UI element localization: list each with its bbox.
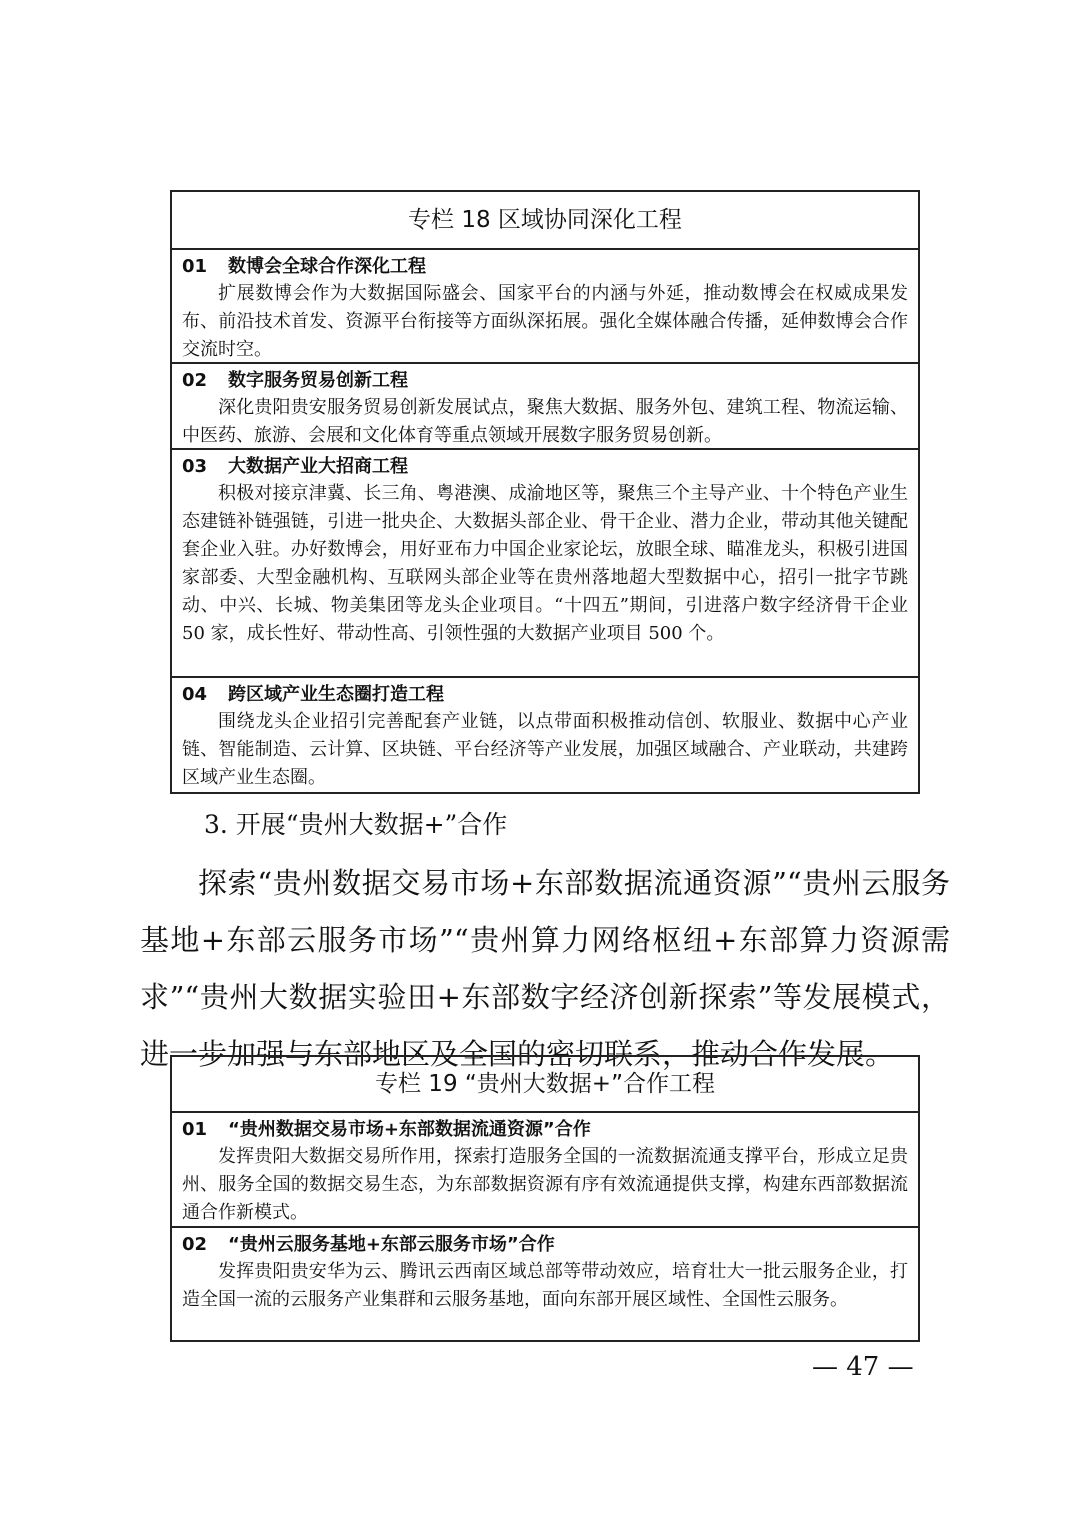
column-item-header xyxy=(182,254,908,280)
body-paragraph: 探索“贵州数据交易市场+东部数据流通资源”“贵州云服务基地+东部云服务市场”“贵州算力网络枢纽+东部算力资源需求”“贵州大数据实验田+东部数字经济创新探索”等发展模式，进一步加强与东部地区及全国的密切联系，推动合作发展。 xyxy=(140,866,950,1071)
column-item-title: 数字服务贸易创新工程 xyxy=(228,370,408,391)
column-item-title: “贵州数据交易市场+东部数据流通资源”合作 xyxy=(228,1119,591,1140)
column-item-title: 大数据产业大招商工程 xyxy=(228,456,408,477)
column-item-body: 深化贵阳贵安服务贸易创新发展试点，聚焦大数据、服务外包、建筑工程、物流运输、中医药、旅游、会展和文化体育等重点领域开展数字服务贸易创新。 xyxy=(182,397,908,446)
column-item-body: 围绕龙头企业招引完善配套产业链，以点带面积极推动信创、软服业、数据中心产业链、智能制造、云计算、区块链、平台经济等产业发展，加强区域融合、产业联动，共建跨区域产业生态圈。 xyxy=(182,711,908,788)
column-item xyxy=(172,364,918,450)
column-item-header xyxy=(182,454,908,480)
column-item-body: 积极对接京津冀、长三角、粤港澳、成渝地区等，聚焦三个主导产业、十个特色产业生态建链补链强链，引进一批央企、大数据头部企业、骨干企业、潜力企业，带动其他关键配套企业入驻。办好数博会，用好亚布力中国企业家论坛，放眼全球、瞄准龙头，积极引进国家部委、大型金融机构、互联网头部企业等在贵州落地超大型数据中心，招引一批字节跳动、中兴、长城、物美集团等龙头企业项目。“十四五”期间，引进落户数字经济骨干企业 50 家，成长性好、带动性高、引领性强的大数据产业项目 500 个。 xyxy=(182,483,908,644)
column-item-number: 01 xyxy=(182,256,208,277)
page-number: — 47 — xyxy=(812,1352,914,1382)
column-item xyxy=(172,678,918,792)
column-item-number: 02 xyxy=(182,370,208,391)
column-item xyxy=(172,1228,918,1340)
column-item-number: 02 xyxy=(182,1234,208,1255)
column-box-18 xyxy=(170,190,920,794)
column-box-18-title: 专栏 18 区域协同深化工程 xyxy=(172,192,918,250)
column-item-body: 发挥贵阳贵安华为云、腾讯云西南区域总部等带动效应，培育壮大一批云服务企业，打造全国一流的云服务产业集群和云服务基地，面向东部开展区域性、全国性云服务。 xyxy=(182,1261,908,1310)
column-item-title: 跨区域产业生态圈打造工程 xyxy=(228,684,444,705)
column-item xyxy=(172,1113,918,1228)
column-box-19-title: 专栏 19 “贵州大数据+”合作工程 xyxy=(172,1057,918,1113)
column-item xyxy=(172,250,918,364)
column-box-19 xyxy=(170,1055,920,1342)
column-item-body: 发挥贵阳大数据交易所作用，探索打造服务全国的一流数据流通支撑平台，形成立足贵州、服务全国的数据交易生态，为东部数据资源有序有效流通提供支撑，构建东西部数据流通合作新模式。 xyxy=(182,1146,908,1223)
column-item-header xyxy=(182,1232,908,1258)
column-item-title: “贵州云服务基地+东部云服务市场”合作 xyxy=(228,1234,555,1255)
column-item-header xyxy=(182,1117,908,1143)
column-item-body: 扩展数博会作为大数据国际盛会、国家平台的内涵与外延，推动数博会在权威成果发布、前沿技术首发、资源平台衔接等方面纵深拓展。强化全媒体融合传播，延伸数博会合作交流时空。 xyxy=(182,283,908,360)
column-item-title: 数博会全球合作深化工程 xyxy=(228,256,426,277)
column-item-number: 03 xyxy=(182,456,208,477)
column-item xyxy=(172,450,918,678)
column-item-number: 04 xyxy=(182,684,208,705)
section-heading: 3. 开展“贵州大数据+”合作 xyxy=(204,810,508,839)
column-item-header xyxy=(182,682,908,708)
column-item-number: 01 xyxy=(182,1119,208,1140)
column-item-header xyxy=(182,368,908,394)
